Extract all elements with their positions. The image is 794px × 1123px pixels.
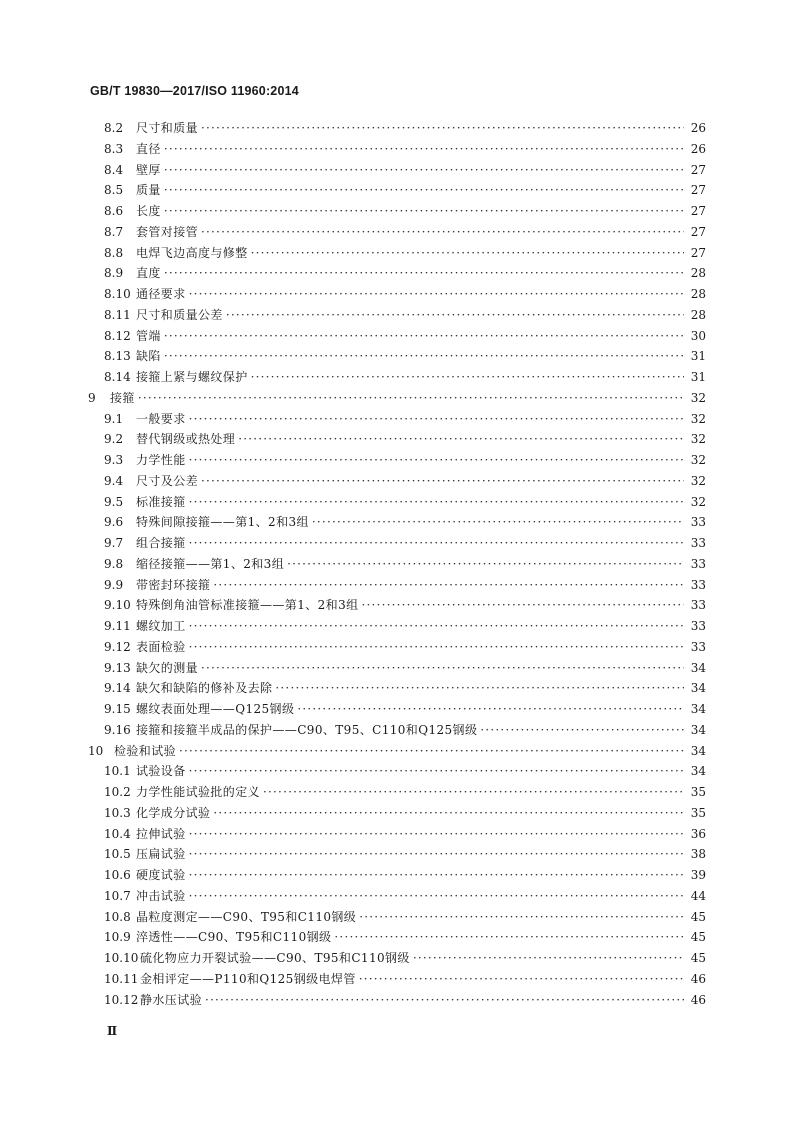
toc-entry-page: 31 xyxy=(690,370,706,384)
toc-entry[interactable] xyxy=(88,471,706,492)
toc-leader-dots xyxy=(164,201,684,222)
toc-entry[interactable] xyxy=(88,367,706,388)
toc-entry-page: 32 xyxy=(690,473,706,488)
toc-entry[interactable] xyxy=(88,907,706,928)
toc-entry-title: 尺寸和质量公差 xyxy=(136,307,223,322)
toc-entry[interactable] xyxy=(88,844,706,865)
toc-leader-dots xyxy=(334,927,684,948)
toc-entry-number: 9.6 xyxy=(104,515,124,530)
toc-entry[interactable] xyxy=(88,761,706,782)
toc-entry-number: 8.9 xyxy=(104,266,124,281)
toc-entry-page: 34 xyxy=(690,764,706,779)
toc-entry-page: 33 xyxy=(690,577,706,592)
toc-leader-dots xyxy=(189,409,684,430)
toc-entry-title: 压扁试验 xyxy=(136,847,186,862)
toc-entry-page: 30 xyxy=(690,328,706,343)
toc-entry-title: 套管对接管 xyxy=(136,224,199,239)
toc-entry-page: 36 xyxy=(690,826,706,841)
toc-entry-page: 32 xyxy=(690,494,706,509)
toc-entry[interactable] xyxy=(88,595,706,616)
toc-entry-title: 缺欠和缺陷的修补及去除 xyxy=(136,681,273,696)
toc-leader-dots xyxy=(189,844,684,865)
toc-entry-page: 33 xyxy=(690,598,706,613)
toc-entry-title: 螺纹表面处理——Q125钢级 xyxy=(136,702,295,716)
toc-entry-title: 化学成分试验 xyxy=(136,805,211,820)
toc-entry-number: 10.4 xyxy=(104,826,131,841)
toc-entry[interactable] xyxy=(88,160,706,181)
toc-entry[interactable] xyxy=(88,699,706,720)
toc-entry-page: 34 xyxy=(690,743,706,758)
toc-entry[interactable] xyxy=(88,326,706,347)
toc-entry-title: 特殊间隙接箍——第1、2和3组 xyxy=(136,515,309,530)
document-header: GB/T 19830—2017/ISO 11960:2014 xyxy=(90,84,299,98)
toc-entry-title: 螺纹加工 xyxy=(136,619,186,633)
toc-entry[interactable] xyxy=(88,222,706,243)
toc-entry-page: 33 xyxy=(690,619,706,633)
toc-entry-title: 晶粒度测定——C90、T95和C110钢级 xyxy=(136,909,357,924)
toc-entry-title: 特殊倒角油管标准接箍——第1、2和3组 xyxy=(136,598,359,613)
toc-entry[interactable] xyxy=(88,243,706,264)
toc-leader-dots xyxy=(189,865,684,886)
toc-leader-dots xyxy=(164,326,684,347)
toc-entry-title: 壁厚 xyxy=(136,162,161,177)
toc-entry-title: 拉伸试验 xyxy=(136,826,186,841)
toc-leader-dots xyxy=(164,263,684,284)
toc-entry-title: 一般要求 xyxy=(136,411,186,426)
toc-entry-number: 9.3 xyxy=(104,453,124,467)
toc-entry-page: 46 xyxy=(690,992,706,1007)
toc-entry-number: 8.2 xyxy=(104,121,124,135)
toc-entry-title: 电焊飞边高度与修整 xyxy=(136,245,248,260)
toc-entry[interactable] xyxy=(88,429,706,450)
toc-entry[interactable] xyxy=(88,201,706,222)
toc-entry-number: 10.5 xyxy=(104,847,131,862)
toc-entry-title: 缺欠的测量 xyxy=(136,660,199,675)
toc-entry-number: 10.12 xyxy=(104,992,139,1007)
toc-entry-title: 接箍和接箍半成品的保护——C90、T95、C110和Q125钢级 xyxy=(136,722,478,737)
toc-entry[interactable] xyxy=(88,824,706,845)
toc-leader-dots xyxy=(213,803,684,824)
toc-entry-title: 硫化物应力开裂试验——C90、T95和C110钢级 xyxy=(140,951,410,965)
toc-entry-number: 8.11 xyxy=(104,307,131,322)
toc-entry-title: 尺寸及公差 xyxy=(136,473,199,488)
toc-entry-number: 9.7 xyxy=(104,536,124,550)
toc-leader-dots xyxy=(297,699,684,720)
toc-entry-number: 10.6 xyxy=(104,868,131,882)
toc-entry-page: 35 xyxy=(690,785,706,799)
toc-leader-dots xyxy=(164,139,684,160)
toc-leader-dots xyxy=(189,616,684,637)
toc-entry[interactable] xyxy=(88,118,706,139)
toc-entry-number: 10.9 xyxy=(104,930,131,945)
toc-entry[interactable] xyxy=(88,284,706,305)
toc-leader-dots xyxy=(189,637,684,658)
toc-entry-page: 27 xyxy=(690,162,706,177)
toc-entry-title: 淬透性——C90、T95和C110钢级 xyxy=(136,930,332,945)
toc-entry[interactable] xyxy=(88,263,706,284)
toc-entry-title: 组合接箍 xyxy=(136,536,186,550)
toc-entry-number: 9.16 xyxy=(104,722,131,737)
toc-entry-page: 35 xyxy=(690,805,706,820)
toc-leader-dots xyxy=(205,990,684,1011)
toc-entry-number: 9.11 xyxy=(104,619,131,633)
toc-entry-number: 9.14 xyxy=(104,681,131,696)
toc-leader-dots xyxy=(179,741,684,762)
table-of-contents xyxy=(88,118,706,1010)
toc-entry-page: 34 xyxy=(690,681,706,696)
toc-leader-dots xyxy=(201,658,684,679)
toc-leader-dots xyxy=(263,782,684,803)
toc-entry[interactable] xyxy=(88,886,706,907)
toc-entry-page: 28 xyxy=(690,307,706,322)
toc-entry[interactable] xyxy=(88,782,706,803)
toc-entry[interactable] xyxy=(88,637,706,658)
toc-leader-dots xyxy=(201,471,684,492)
toc-entry-page: 44 xyxy=(690,888,706,903)
toc-entry-title: 缺陷 xyxy=(136,349,161,364)
toc-entry[interactable] xyxy=(88,616,706,637)
toc-entry[interactable] xyxy=(88,305,706,326)
toc-entry[interactable] xyxy=(88,533,706,554)
toc-leader-dots xyxy=(480,720,684,741)
toc-entry-number: 10.8 xyxy=(104,909,131,924)
toc-entry-title: 力学性能试验批的定义 xyxy=(136,785,261,799)
toc-entry-title: 金相评定——P110和Q125钢级电焊管 xyxy=(140,971,356,986)
toc-entry[interactable] xyxy=(88,658,706,679)
toc-leader-dots xyxy=(213,575,684,596)
toc-entry-number: 9.1 xyxy=(104,411,124,426)
toc-entry-title: 试验设备 xyxy=(136,764,186,779)
toc-entry-page: 39 xyxy=(690,868,706,882)
toc-entry-number: 9.15 xyxy=(104,702,131,716)
toc-leader-dots xyxy=(138,388,684,409)
toc-entry[interactable] xyxy=(88,927,706,948)
toc-entry[interactable] xyxy=(88,388,706,409)
toc-entry[interactable] xyxy=(88,512,706,533)
toc-entry-number: 8.7 xyxy=(104,224,124,239)
toc-entry[interactable] xyxy=(88,554,706,575)
toc-entry-number: 8.3 xyxy=(104,141,124,156)
toc-entry[interactable] xyxy=(88,346,706,367)
toc-leader-dots xyxy=(189,492,684,513)
toc-entry-number: 10.1 xyxy=(104,764,131,779)
toc-entry-title: 接箍 xyxy=(110,390,135,405)
toc-entry-title: 尺寸和质量 xyxy=(136,121,199,135)
toc-entry-title: 直径 xyxy=(136,141,161,156)
toc-entry-title: 替代钢级或热处理 xyxy=(136,432,236,447)
toc-entry-number: 9.2 xyxy=(104,432,124,447)
toc-entry-number: 8.12 xyxy=(104,328,131,343)
toc-leader-dots xyxy=(287,554,684,575)
toc-entry-page: 32 xyxy=(690,411,706,426)
toc-entry-page: 45 xyxy=(690,909,706,924)
toc-entry-title: 管端 xyxy=(136,328,161,343)
toc-entry[interactable] xyxy=(88,720,706,741)
toc-entry-number: 9.12 xyxy=(104,639,131,654)
toc-leader-dots xyxy=(189,886,684,907)
toc-entry[interactable] xyxy=(88,492,706,513)
toc-entry-number: 8.14 xyxy=(104,370,131,384)
toc-entry-page: 28 xyxy=(690,266,706,281)
toc-leader-dots xyxy=(413,948,684,969)
toc-leader-dots xyxy=(226,305,684,326)
toc-entry-page: 33 xyxy=(690,536,706,550)
toc-leader-dots xyxy=(164,160,684,181)
toc-leader-dots xyxy=(189,824,684,845)
toc-entry-number: 9.9 xyxy=(104,577,124,592)
toc-entry-number: 8.4 xyxy=(104,162,124,177)
toc-leader-dots xyxy=(251,367,684,388)
toc-entry-page: 34 xyxy=(690,702,706,716)
toc-entry-page: 33 xyxy=(690,556,706,571)
toc-entry-title: 接箍上紧与螺纹保护 xyxy=(136,370,248,384)
toc-entry-page: 46 xyxy=(690,971,706,986)
toc-entry-page: 32 xyxy=(690,432,706,447)
toc-leader-dots xyxy=(189,450,684,471)
toc-entry-page: 26 xyxy=(690,121,706,135)
toc-entry-page: 33 xyxy=(690,639,706,654)
toc-entry-number: 10 xyxy=(88,743,104,758)
toc-entry-number: 10.11 xyxy=(104,971,139,986)
toc-leader-dots xyxy=(164,346,684,367)
toc-entry[interactable] xyxy=(88,865,706,886)
page-number: Ⅱ xyxy=(107,1024,118,1038)
toc-entry-title: 长度 xyxy=(136,204,161,218)
toc-entry-number: 9.4 xyxy=(104,473,124,488)
toc-entry-number: 10.2 xyxy=(104,785,131,799)
toc-entry-page: 27 xyxy=(690,204,706,218)
toc-leader-dots xyxy=(189,284,684,305)
toc-entry-page: 27 xyxy=(690,245,706,260)
toc-entry-title: 缩径接箍——第1、2和3组 xyxy=(136,556,285,571)
toc-entry-page: 32 xyxy=(690,453,706,467)
toc-entry[interactable] xyxy=(88,990,706,1011)
toc-entry-page: 27 xyxy=(690,224,706,239)
toc-entry-page: 45 xyxy=(690,930,706,945)
toc-entry-title: 带密封环接箍 xyxy=(136,577,211,592)
toc-entry[interactable] xyxy=(88,139,706,160)
toc-entry[interactable] xyxy=(88,948,706,969)
toc-entry-number: 8.10 xyxy=(104,287,131,301)
toc-entry-number: 8.13 xyxy=(104,349,131,364)
toc-entry[interactable] xyxy=(88,575,706,596)
toc-leader-dots xyxy=(201,222,684,243)
toc-entry[interactable] xyxy=(88,180,706,201)
toc-entry-number: 9.8 xyxy=(104,556,124,571)
toc-leader-dots xyxy=(189,533,684,554)
toc-leader-dots xyxy=(312,512,684,533)
toc-entry-page: 34 xyxy=(690,722,706,737)
toc-entry-title: 力学性能 xyxy=(136,453,186,467)
toc-entry[interactable] xyxy=(88,409,706,430)
toc-entry-title: 静水压试验 xyxy=(140,992,203,1007)
toc-entry-title: 表面检验 xyxy=(136,639,186,654)
toc-leader-dots xyxy=(238,429,684,450)
toc-entry-title: 硬度试验 xyxy=(136,868,186,882)
toc-leader-dots xyxy=(362,595,684,616)
toc-entry-page: 31 xyxy=(690,349,706,364)
toc-entry-title: 检验和试验 xyxy=(114,743,177,758)
toc-entry[interactable] xyxy=(88,678,706,699)
toc-leader-dots xyxy=(251,243,684,264)
toc-leader-dots xyxy=(275,678,684,699)
toc-entry-page: 26 xyxy=(690,141,706,156)
toc-entry-number: 9.13 xyxy=(104,660,131,675)
toc-entry-number: 10.3 xyxy=(104,805,131,820)
toc-entry[interactable] xyxy=(88,450,706,471)
toc-entry-page: 28 xyxy=(690,287,706,301)
toc-entry[interactable] xyxy=(88,969,706,990)
toc-entry-number: 10.10 xyxy=(104,951,139,965)
toc-leader-dots xyxy=(201,118,684,139)
toc-entry-page: 34 xyxy=(690,660,706,675)
toc-entry-page: 32 xyxy=(690,390,706,405)
toc-entry-page: 27 xyxy=(690,183,706,198)
toc-entry-number: 9.10 xyxy=(104,598,131,613)
toc-entry-number: 8.6 xyxy=(104,204,124,218)
toc-leader-dots xyxy=(189,761,684,782)
toc-entry-title: 质量 xyxy=(136,183,161,198)
toc-entry-number: 10.7 xyxy=(104,888,131,903)
toc-entry-title: 通径要求 xyxy=(136,287,186,301)
toc-entry-title: 直度 xyxy=(136,266,161,281)
toc-entry-page: 45 xyxy=(690,951,706,965)
toc-entry-number: 9 xyxy=(88,390,96,405)
toc-entry[interactable] xyxy=(88,803,706,824)
toc-leader-dots xyxy=(164,180,684,201)
toc-leader-dots xyxy=(359,907,684,928)
toc-entry-page: 33 xyxy=(690,515,706,530)
toc-entry-title: 冲击试验 xyxy=(136,888,186,903)
toc-entry-number: 8.5 xyxy=(104,183,124,198)
toc-entry-page: 38 xyxy=(690,847,706,862)
toc-entry-number: 9.5 xyxy=(104,494,124,509)
toc-entry[interactable] xyxy=(88,741,706,762)
toc-entry-title: 标准接箍 xyxy=(136,494,186,509)
toc-entry-number: 8.8 xyxy=(104,245,124,260)
toc-leader-dots xyxy=(359,969,684,990)
